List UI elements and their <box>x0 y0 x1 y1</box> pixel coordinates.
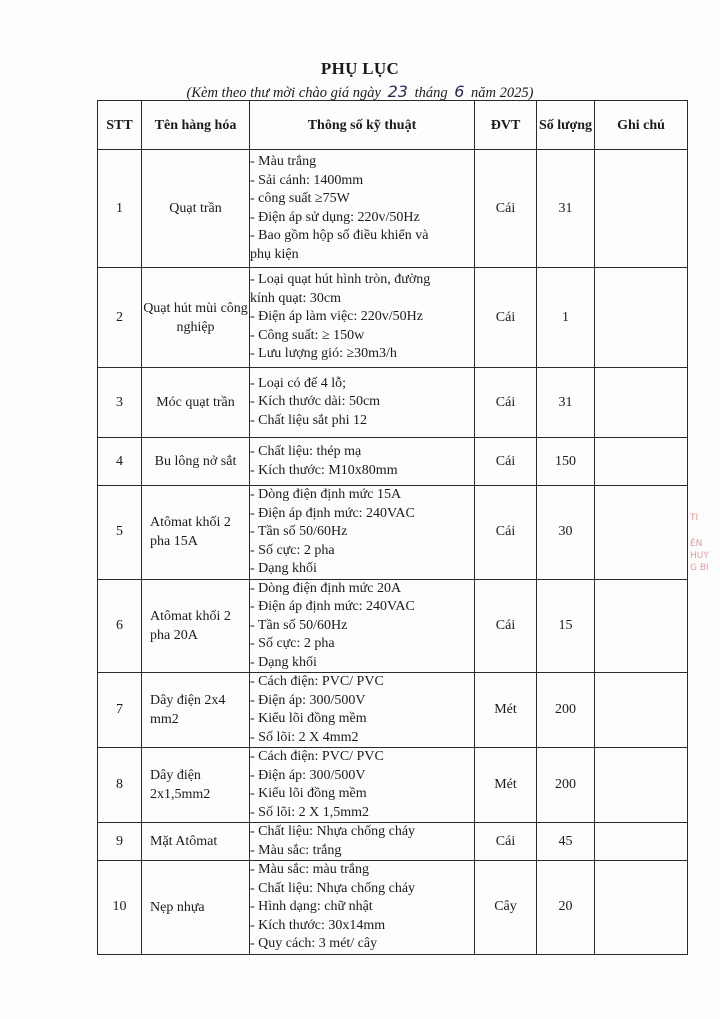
cell-qty: 31 <box>537 368 595 438</box>
spec-line: - Điện áp: 300/500V <box>250 692 366 708</box>
cell-qty: 30 <box>537 486 595 580</box>
spec-line: - Kích thước: M10x80mm <box>250 462 398 478</box>
cell-note <box>595 823 688 861</box>
cell-stt: 7 <box>98 673 142 748</box>
spec-line: - Loại có đế 4 lỗ; <box>250 375 347 391</box>
table-row <box>98 268 688 368</box>
cell-stt: 3 <box>98 368 142 438</box>
cell-unit: Cái <box>475 368 537 438</box>
cell-spec <box>250 368 475 438</box>
cell-stt: 2 <box>98 268 142 368</box>
spec-line: - công suất ≥75W <box>250 191 350 206</box>
header-spec: Thông số kỹ thuật <box>250 101 475 150</box>
spec-line: - Dòng điện định mức 20A <box>250 580 402 596</box>
cell-stt: 6 <box>98 579 142 673</box>
cell-unit: Cái <box>475 823 537 861</box>
header-qty: Số lượng <box>537 101 595 150</box>
cell-spec <box>250 579 475 673</box>
spec-line: - Chất liệu: Nhựa chống cháy <box>250 824 416 839</box>
cell-qty: 200 <box>537 748 595 823</box>
cell-spec <box>250 861 475 955</box>
spec-line: - Số lõi: 2 X 4mm2 <box>250 729 359 745</box>
spec-line: - Màu sắc: trắng <box>250 842 342 858</box>
table-row <box>98 823 688 861</box>
spec-line: - Lưu lượng gió: ≥30m3/h <box>250 346 397 362</box>
spec-line: - Kiểu lõi đồng mềm <box>250 711 367 726</box>
cell-name: Atômat khối 2 pha 15A <box>142 486 250 580</box>
cell-unit: Cái <box>475 150 537 268</box>
subtitle-day: 23 <box>387 82 408 101</box>
subtitle-prefix: (Kèm theo thư mời chào giá ngày <box>186 85 381 101</box>
table-row <box>98 861 688 955</box>
cell-stt: 8 <box>98 748 142 823</box>
page-subtitle <box>0 82 720 102</box>
spec-line: - Dạng khối <box>250 561 317 576</box>
spec-line: - Chất liệu: thép mạ <box>250 444 362 459</box>
spec-line: - Điện áp sử dụng: 220v/50Hz <box>250 209 420 225</box>
cell-unit: Cái <box>475 268 537 368</box>
table-row <box>98 579 688 673</box>
cell-note <box>595 150 688 268</box>
spec-line: - Số lõi: 2 X 1,5mm2 <box>250 804 370 820</box>
cell-note <box>595 673 688 748</box>
cell-unit: Cây <box>475 861 537 955</box>
cell-qty: 1 <box>537 268 595 368</box>
spec-line: - Màu sắc: màu trắng <box>250 862 369 877</box>
cell-note <box>595 861 688 955</box>
cell-note <box>595 486 688 580</box>
spec-line: - Công suất: ≥ 150w <box>250 327 365 343</box>
cell-qty: 200 <box>537 673 595 748</box>
header-unit: ĐVT <box>475 101 537 150</box>
subtitle-middle: tháng <box>414 85 448 101</box>
cell-name: Bu lông nở sắt <box>142 438 250 486</box>
cell-name: Atômat khối 2 pha 20A <box>142 579 250 673</box>
spec-line: - Điện áp định mức: 240VAC <box>250 599 415 614</box>
table-row <box>98 150 688 268</box>
header-row <box>98 101 688 150</box>
spec-line: - Tần số 50/60Hz <box>250 617 348 633</box>
cell-name: Quạt trần <box>142 150 250 268</box>
cell-stt: 10 <box>98 861 142 955</box>
cell-qty: 45 <box>537 823 595 861</box>
cell-name: Mặt Atômat <box>142 823 250 861</box>
stamp-text: G BI <box>690 563 709 573</box>
cell-qty: 150 <box>537 438 595 486</box>
cell-unit: Cái <box>475 438 537 486</box>
cell-spec <box>250 150 475 268</box>
spec-line: kính quạt: 30cm <box>250 290 341 306</box>
cell-qty: 20 <box>537 861 595 955</box>
cell-spec <box>250 673 475 748</box>
cell-unit: Cái <box>475 486 537 580</box>
spec-line: - Bao gồm hộp số điều khiển và <box>250 228 429 243</box>
table-row <box>98 748 688 823</box>
table-row <box>98 368 688 438</box>
cell-name: Dây điện 2x4 mm2 <box>142 673 250 748</box>
goods-table <box>97 100 688 955</box>
cell-name: Quạt hút mùi công nghiệp <box>142 268 250 368</box>
stamp-text: ÊN <box>690 539 703 549</box>
cell-unit: Mét <box>475 673 537 748</box>
cell-stt: 1 <box>98 150 142 268</box>
cell-note <box>595 748 688 823</box>
spec-line: - Kích thước: 30x14mm <box>250 917 386 933</box>
spec-line: - Cách điện: PVC/ PVC <box>250 749 384 764</box>
spec-line: - Dòng điện định mức 15A <box>250 487 402 502</box>
header-stt: STT <box>98 101 142 150</box>
spec-line: - Quy cách: 3 mét/ cây <box>250 936 378 951</box>
cell-spec <box>250 268 475 368</box>
cell-name: Dây điện 2x1,5mm2 <box>142 748 250 823</box>
cell-name: Nẹp nhựa <box>142 861 250 955</box>
header-note: Ghi chú <box>595 101 688 150</box>
spec-line: phụ kiện <box>250 246 299 262</box>
spec-line: - Tần số 50/60Hz <box>250 524 348 539</box>
cell-stt: 9 <box>98 823 142 861</box>
cell-note <box>595 268 688 368</box>
table-row <box>98 486 688 580</box>
cell-spec <box>250 486 475 580</box>
spec-line: - Điện áp: 300/500V <box>250 767 366 783</box>
subtitle-month: 6 <box>454 82 465 101</box>
spec-line: - Loại quạt hút hình tròn, đường <box>250 272 431 288</box>
spec-line: - Kiểu lõi đồng mềm <box>250 786 367 801</box>
cell-note <box>595 579 688 673</box>
spec-line: - Số cực: 2 pha <box>250 542 335 558</box>
stamp-text: HUY <box>690 551 709 561</box>
cell-name: Móc quạt trần <box>142 368 250 438</box>
spec-line: - Chất liệu: Nhựa chống cháy <box>250 880 416 896</box>
cell-note <box>595 368 688 438</box>
spec-line: - Dạng khối <box>250 654 317 670</box>
cell-spec <box>250 823 475 861</box>
cell-qty: 31 <box>537 150 595 268</box>
stamp-fragment <box>690 512 720 612</box>
cell-stt: 5 <box>98 486 142 580</box>
table-row <box>98 673 688 748</box>
subtitle-suffix: năm 2025) <box>471 85 534 101</box>
cell-qty: 15 <box>537 579 595 673</box>
spec-line: - Điện áp làm việc: 220v/50Hz <box>250 309 424 325</box>
header-name: Tên hàng hóa <box>142 101 250 150</box>
spec-line: - Cách điện: PVC/ PVC <box>250 674 384 689</box>
spec-line: - Kích thước dài: 50cm <box>250 394 381 410</box>
spec-line: - Chất liệu sắt phi 12 <box>250 412 368 428</box>
spec-line: - Hình dạng: chữ nhật <box>250 899 373 914</box>
cell-stt: 4 <box>98 438 142 486</box>
cell-unit: Cái <box>475 579 537 673</box>
page-title: PHỤ LỤC <box>320 59 400 78</box>
table-row <box>98 438 688 486</box>
cell-unit: Mét <box>475 748 537 823</box>
spec-line: - Sải cánh: 1400mm <box>250 172 364 188</box>
spec-line: - Số cực: 2 pha <box>250 636 335 651</box>
cell-note <box>595 438 688 486</box>
spec-line: - Màu trắng <box>250 154 317 169</box>
stamp-text: TI <box>690 513 699 523</box>
cell-spec <box>250 438 475 486</box>
cell-spec <box>250 748 475 823</box>
spec-line: - Điện áp định mức: 240VAC <box>250 505 415 521</box>
table-body <box>98 150 688 955</box>
